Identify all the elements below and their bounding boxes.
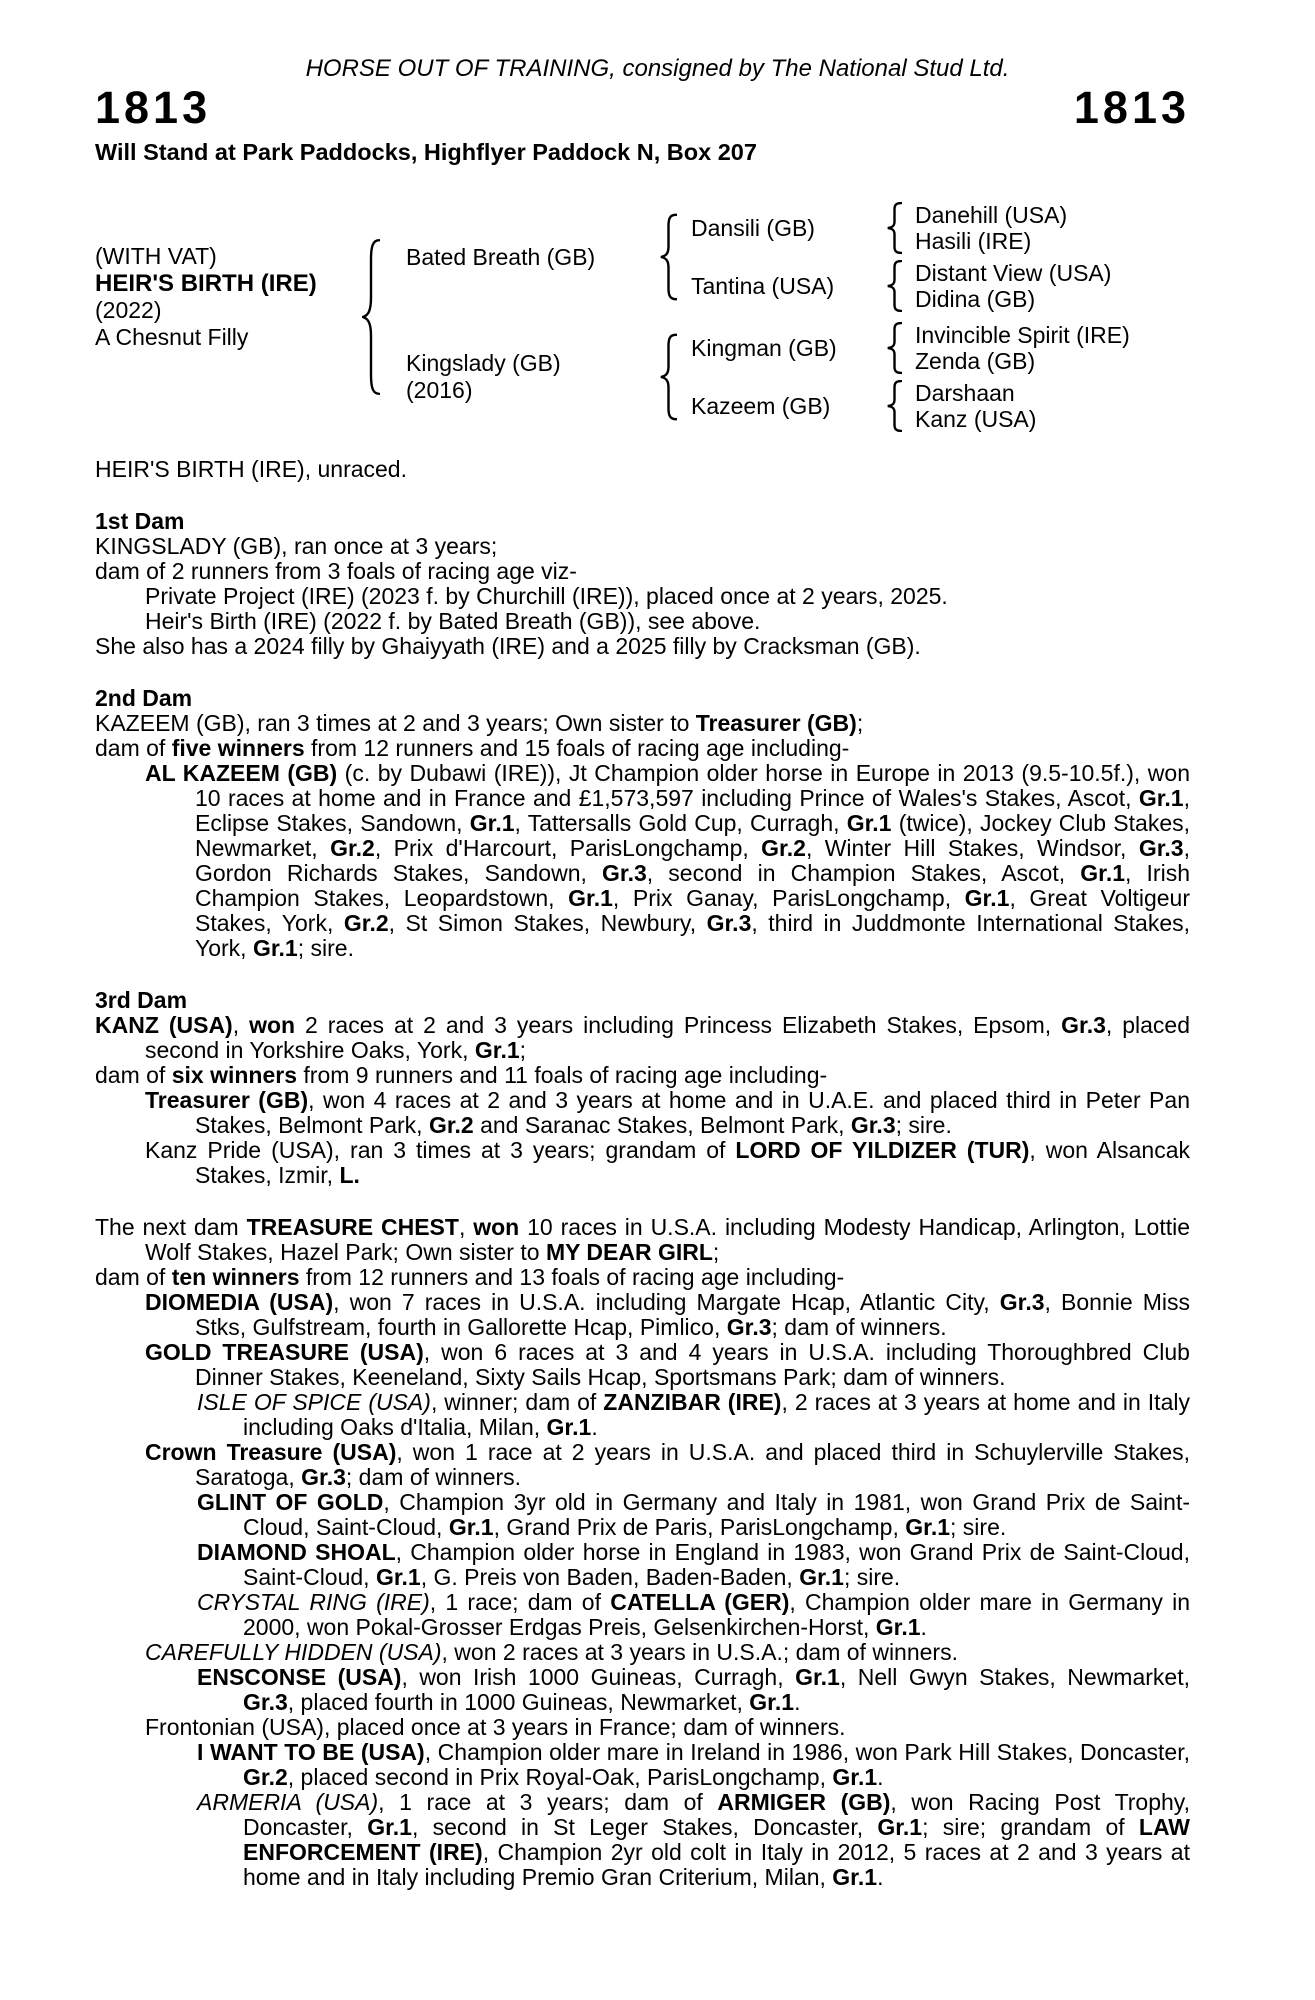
pedigree-brace-icon: [660, 213, 677, 301]
sire-name: Bated Breath (GB): [406, 243, 596, 270]
catalogue-paragraph: ISLE OF SPICE (USA), winner; dam of ZANZIBAR (IRE), 2 races at 3 years at home and in Italy including Oaks d'Italia, Milan, Gr.1.: [197, 1389, 1190, 1440]
catalogue-section: [95, 988, 1190, 1188]
catalogue-paragraph: I WANT TO BE (USA), Champion older mare in Ireland in 1986, won Park Hill Stakes, Doncaster, Gr.2, placed second in Prix Royal-Oak, ParisLongchamp, Gr.1.: [197, 1739, 1191, 1790]
catalogue-paragraph: Heir's Birth (IRE) (2022 f. by Bated Breath (GB)), see above.: [145, 608, 761, 634]
catalogue-paragraph: HEIR'S BIRTH (IRE), unraced.: [95, 456, 407, 482]
lot-number-right: 1813: [1073, 82, 1190, 133]
pedigree-brace-icon: [660, 333, 677, 421]
catalogue-paragraph: dam of five winners from 12 runners and 15 foals of racing age including-: [95, 735, 850, 761]
catalogue-paragraph: ENSCONSE (USA), won Irish 1000 Guineas, Curragh, Gr.1, Nell Gwyn Stakes, Newmarket, Gr.3, placed fourth in 1000 Guineas, Newmarket, Gr.1.: [197, 1664, 1190, 1715]
catalogue-paragraph: DIOMEDIA (USA), won 7 races in U.S.A. including Margate Hcap, Atlantic City, Gr.3, Bonnie Miss Stks, Gulfstream, fourth in Gallorette Hcap, Pimlico, Gr.3; dam of winners.: [145, 1289, 1191, 1340]
pedigree-brace-icon: [887, 260, 902, 312]
lot-number-row: [95, 82, 1190, 133]
section-heading: 1st Dam: [95, 508, 185, 534]
consignment-title: HORSE OUT OF TRAINING, consigned by The National Stud Ltd.: [305, 55, 1010, 82]
catalogue-paragraph: She also has a 2024 filly by Ghaiyyath (IRE) and a 2025 filly by Cracksman (GB).: [95, 633, 921, 659]
catalogue-paragraph: Frontonian (USA), placed once at 3 years in France; dam of winners.: [145, 1714, 846, 1740]
pedigree-sire-branch: [380, 201, 1130, 313]
catalogue-paragraph: KANZ (USA), won 2 races at 2 and 3 years including Princess Elizabeth Stakes, Epsom, Gr.3, placed second in Yorkshire Oaks, York, Gr.1;: [95, 1012, 1191, 1063]
dam-sire-dam-name: Zenda (GB): [915, 348, 1036, 374]
catalogue-paragraph: dam of six winners from 9 runners and 11 foals of racing age including-: [95, 1062, 828, 1088]
pedigree-brace-icon: [887, 202, 902, 254]
catalogue-paragraph: ARMERIA (USA), 1 race at 3 years; dam of ARMIGER (GB), won Racing Post Trophy, Doncaster, Gr.1, second in St Leger Stakes, Doncaster, Gr.1; sire; grandam of LAW ENFORCEMENT (IRE), Champion 2yr old colt in Italy in 2012, 5 races at 2 and 3 years at home and in Italy including Premio Gran Criterium, Milan, Gr.1.: [197, 1789, 1190, 1890]
catalogue-paragraph: KAZEEM (GB), ran 3 times at 2 and 3 years; Own sister to Treasurer (GB);: [95, 710, 864, 736]
catalogue-paragraph: KINGSLADY (GB), ran once at 3 years;: [95, 533, 498, 559]
dam-name: Kingslady (GB): [406, 350, 561, 376]
dam-dam-sire-name: Darshaan: [915, 380, 1015, 406]
catalogue-section: [95, 509, 1190, 659]
subject-year: (2022): [95, 297, 162, 323]
subject-description: A Chesnut Filly: [95, 324, 249, 350]
catalogue-paragraph: dam of 2 runners from 3 foals of racing age viz-: [95, 558, 577, 584]
catalogue-paragraph: Kanz Pride (USA), ran 3 times at 3 years; grandam of LORD OF YILDIZER (TUR), won Alsancak Stakes, Izmir, L.: [145, 1137, 1190, 1188]
stand-location: Will Stand at Park Paddocks, Highflyer Paddock N, Box 207: [95, 139, 757, 165]
pedigree-brace-icon: [887, 322, 902, 374]
catalogue-paragraph: CAREFULLY HIDDEN (USA), won 2 races at 3 years in U.S.A.; dam of winners.: [145, 1639, 958, 1665]
catalogue-paragraph: AL KAZEEM (GB) (c. by Dubawi (IRE)), Jt Champion older horse in Europe in 2013 (9.5-10.5f.), won 10 races at home and in France and £1,573,597 including Prince of Wales's Stakes, Ascot, Gr.1, Eclipse Stakes, Sandown, Gr.1, Tattersalls Gold Cup, Curragh, Gr.1 (twice), Jockey Club Stakes, Newmarket, Gr.2, Prix d'Harcourt, ParisLongchamp, Gr.2, Winter Hill Stakes, Windsor, Gr.3, Gordon Richards Stakes, Sandown, Gr.3, second in Champion Stakes, Ascot, Gr.1, Irish Champion Stakes, Leopardstown, Gr.1, Prix Ganay, ParisLongchamp, Gr.1, Great Voltigeur Stakes, York, Gr.2, St Simon Stakes, Newbury, Gr.3, third in Juddmonte International Stakes, York, Gr.1; sire.: [145, 760, 1191, 961]
catalogue-paragraph: GLINT OF GOLD, Champion 3yr old in Germany and Italy in 1981, won Grand Prix de Saint-Cloud, Saint-Cloud, Gr.1, Grand Prix de Paris, ParisLongchamp, Gr.1; sire.: [197, 1489, 1190, 1540]
pedigree-dam-branch: [380, 321, 1130, 433]
catalogue-paragraph: DIAMOND SHOAL, Champion older horse in England in 1983, won Grand Prix de Saint-Cloud, Saint-Cloud, Gr.1, G. Preis von Baden, Baden-Baden, Gr.1; sire.: [197, 1539, 1190, 1590]
catalogue-section: [95, 686, 1190, 961]
sire-sire-dam-name: Hasili (IRE): [915, 228, 1032, 254]
vat-note: (WITH VAT): [95, 243, 217, 269]
section-heading: 2nd Dam: [95, 685, 193, 711]
pedigree-subject: [95, 243, 362, 351]
catalogue-paragraph: CRYSTAL RING (IRE), 1 race; dam of CATELLA (GER), Champion older mare in Germany in 2000, won Pokal-Grosser Erdgas Preis, Gelsenkirchen-Horst, Gr.1.: [197, 1589, 1191, 1640]
subject-name: HEIR'S BIRTH (IRE): [95, 270, 317, 297]
catalogue-paragraph: GOLD TREASURE (USA), won 6 races at 3 and 4 years in U.S.A. including Thoroughbred Club Dinner Stakes, Keeneland, Sixty Sails Hcap, Sportsmans Park; dam of winners.: [145, 1339, 1190, 1390]
pedigree-brace-icon: [362, 237, 380, 397]
dam-sire-name: Kingman (GB): [691, 335, 837, 361]
dam-dam-name: Kazeem (GB): [691, 393, 831, 419]
catalogue-paragraph: Treasurer (GB), won 4 races at 2 and 3 years at home and in U.A.E. and placed third in Peter Pan Stakes, Belmont Park, Gr.2 and Saranac Stakes, Belmont Park, Gr.3; sire.: [145, 1087, 1190, 1138]
catalogue-paragraph: Private Project (IRE) (2023 f. by Churchill (IRE)), placed once at 2 years, 2025.: [145, 583, 948, 609]
lot-number-left: 1813: [95, 82, 212, 133]
sire-dam-name: Tantina (USA): [691, 273, 835, 299]
catalogue-section: [95, 1215, 1190, 1890]
sire-sire-sire-name: Danehill (USA): [915, 202, 1068, 228]
catalogue-paragraph: Crown Treasure (USA), won 1 race at 2 years in U.S.A. and placed third in Schuylerville Stakes, Saratoga, Gr.3; dam of winners.: [145, 1439, 1190, 1490]
sire-dam-sire-name: Distant View (USA): [915, 260, 1112, 286]
catalogue-paragraph: dam of ten winners from 12 runners and 13 foals of racing age including-: [95, 1264, 845, 1290]
pedigree-table: [95, 201, 1190, 433]
catalogue-paragraph: The next dam TREASURE CHEST, won 10 races in U.S.A. including Modesty Handicap, Arlington, Lottie Wolf Stakes, Hazel Park; Own sister to MY DEAR GIRL;: [95, 1214, 1190, 1265]
pedigree-brace-icon: [887, 380, 902, 432]
sire-sire-name: Dansili (GB): [691, 215, 815, 241]
section-heading: 3rd Dam: [95, 987, 188, 1013]
catalogue-section: [95, 457, 1190, 482]
dam-sire-sire-name: Invincible Spirit (IRE): [915, 322, 1130, 348]
catalogue-body: [95, 457, 1190, 1890]
dam-year: (2016): [406, 377, 473, 403]
sire-dam-dam-name: Didina (GB): [915, 286, 1036, 312]
dam-dam-dam-name: Kanz (USA): [915, 406, 1037, 432]
